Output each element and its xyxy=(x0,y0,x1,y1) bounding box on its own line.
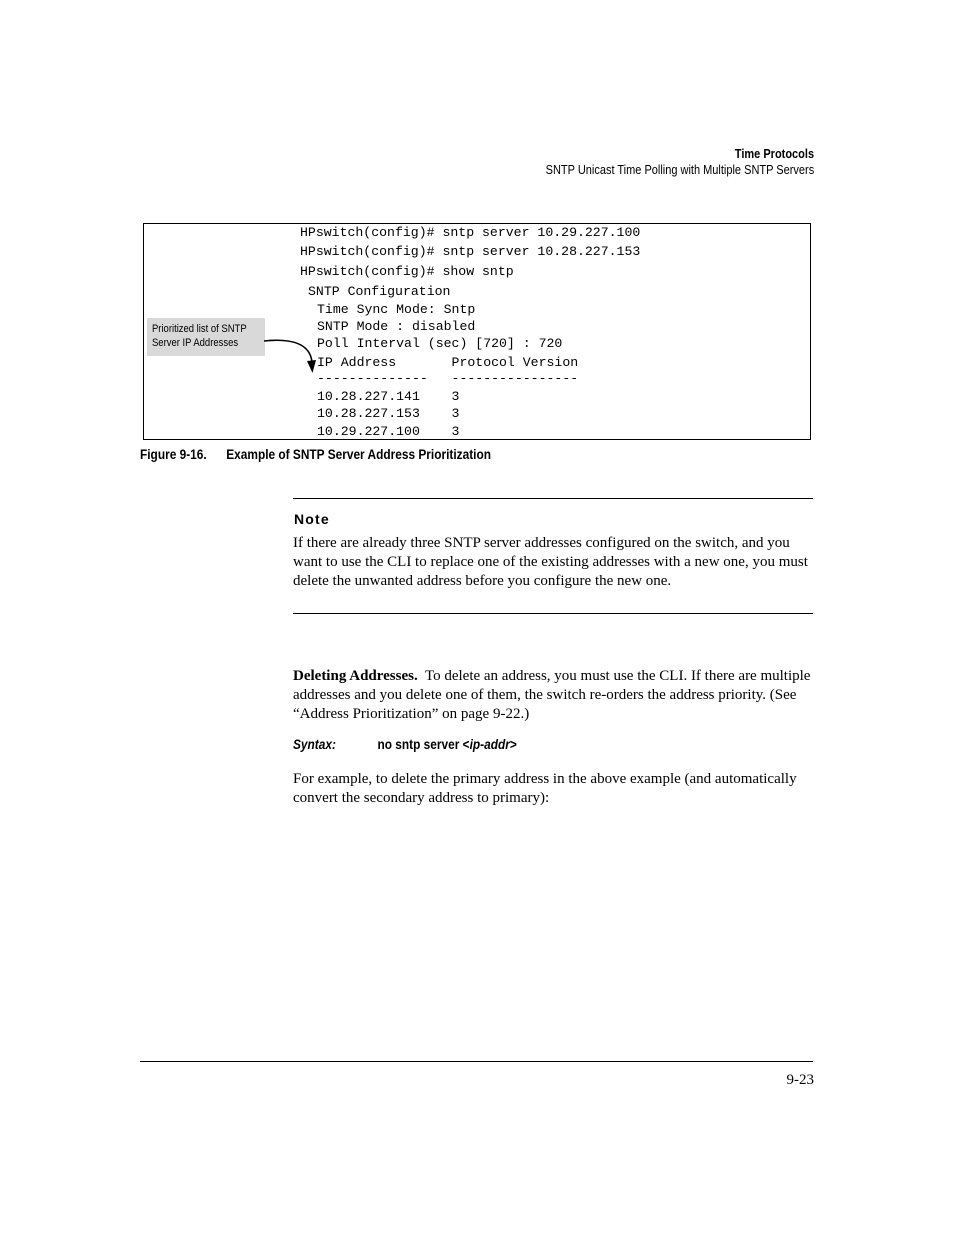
syntax-argument: ip-addr xyxy=(469,737,510,752)
note-heading: Note xyxy=(294,511,330,527)
callout-line-2: Server IP Addresses xyxy=(152,337,239,349)
cli-line: SNTP Mode : disabled xyxy=(317,319,476,334)
section-subtitle: SNTP Unicast Time Polling with Multiple SNTP Servers xyxy=(545,163,814,177)
syntax-command: no sntp server < xyxy=(377,737,470,752)
figure-caption-text: Example of SNTP Server Address Prioritization xyxy=(226,447,491,462)
cli-line: HPswitch(config)# show sntp xyxy=(300,264,514,279)
figure-callout xyxy=(147,318,265,356)
cli-line: 10.28.227.141 3 xyxy=(317,389,460,404)
cli-line: HPswitch(config)# sntp server 10.29.227.100 xyxy=(300,225,641,240)
section-title: Time Protocols xyxy=(734,147,814,161)
cli-line: IP Address Protocol Version xyxy=(317,355,579,370)
cli-line: -------------- ---------------- xyxy=(317,371,579,386)
cli-line: HPswitch(config)# sntp server 10.28.227.153 xyxy=(300,244,641,259)
cli-line: Poll Interval (sec) [720] : 720 xyxy=(317,336,563,351)
figure-caption-label: Figure 9-16. xyxy=(140,447,207,462)
cli-line: SNTP Configuration xyxy=(308,284,451,299)
deleting-text: To delete an address, you must use the CLI. If there are multiple addresses and you delete one of them, the switch re-orders the address priority. (See “Address Prioritization” on page 9-22.) xyxy=(293,668,811,722)
cli-line: 10.29.227.100 3 xyxy=(317,424,460,439)
figure-caption xyxy=(140,447,491,462)
callout-arrow-icon xyxy=(262,332,322,377)
cli-line: Time Sync Mode: Sntp xyxy=(317,302,476,317)
syntax-label: Syntax: xyxy=(293,737,336,752)
syntax-close: > xyxy=(509,737,517,752)
note-text: If there are already three SNTP server addresses configured on the switch, and you want to use the CLI to replace one of the existing addresses with a new one, you must delete the unwanted address before you configure the new one. xyxy=(293,535,808,589)
note-top-rule xyxy=(293,498,813,499)
example-paragraph: For example, to delete the primary address in the above example (and automatically convert the secondary address to primary): xyxy=(293,771,797,806)
deleting-heading: Deleting Addresses. xyxy=(293,668,418,684)
note-bottom-rule xyxy=(293,613,813,614)
page-number: 9-23 xyxy=(786,1072,814,1088)
syntax-line xyxy=(293,737,517,752)
cli-line: 10.28.227.153 3 xyxy=(317,406,460,421)
deleting-paragraph xyxy=(293,667,814,724)
callout-line-1: Prioritized list of SNTP xyxy=(152,323,247,335)
footer-rule xyxy=(140,1061,813,1062)
